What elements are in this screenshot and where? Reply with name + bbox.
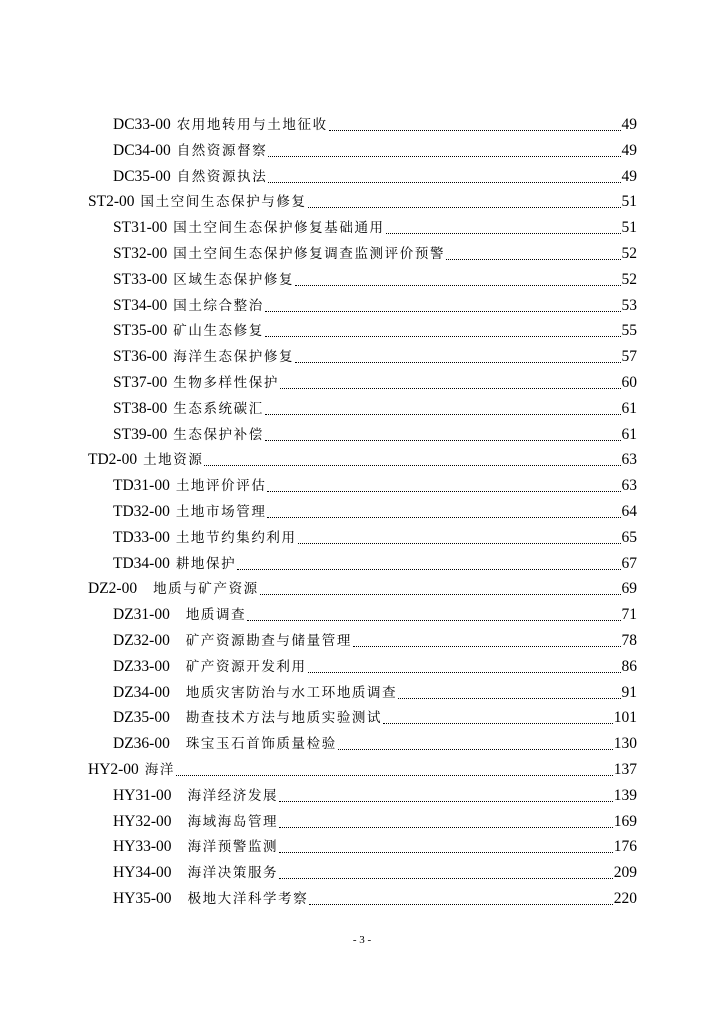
toc-dot-leader (398, 698, 620, 699)
toc-entry-code: HY35-00 (113, 890, 172, 907)
toc-entry[interactable] (113, 113, 637, 137)
toc-entry-title: 耕地保护 (175, 555, 237, 572)
toc-dot-leader (268, 156, 620, 157)
toc-entry-page: 130 (613, 735, 637, 753)
toc-entry-title: 生态保护补偿 (173, 426, 264, 443)
toc-entry-code: ST36-00 (113, 348, 168, 366)
toc-entry-code: ST33-00 (113, 270, 168, 288)
toc-entry-page: 220 (613, 890, 637, 907)
toc-entry-title: 国土空间生态保护与修复 (140, 194, 307, 211)
toc-entry-title: 海洋决策服务 (187, 865, 279, 882)
toc-entry[interactable] (113, 319, 637, 343)
toc-entry-title: 海洋经济发展 (187, 787, 279, 804)
toc-entry-page: 55 (621, 322, 637, 340)
toc-dot-leader (260, 594, 621, 595)
toc-entry-page: 169 (613, 812, 637, 830)
toc-entry[interactable] (113, 371, 637, 395)
toc-entry-page: 53 (621, 296, 637, 314)
toc-entry-page: 137 (613, 761, 637, 778)
toc-dot-leader (237, 569, 620, 570)
toc-entry-page: 69 (621, 580, 637, 598)
toc-dot-leader (267, 517, 620, 518)
toc-entry-title: 海洋预警监测 (187, 839, 279, 856)
toc-entry-page: 49 (621, 167, 637, 185)
toc-entry[interactable] (113, 397, 637, 421)
toc-entry-page: 52 (621, 270, 637, 288)
toc-dot-leader (295, 285, 620, 286)
toc-entry[interactable] (113, 835, 637, 859)
toc-entry-title: 生态系统碳汇 (173, 400, 264, 417)
toc-dot-leader (204, 465, 620, 466)
toc-entry-code: HY33-00 (113, 838, 172, 856)
toc-dot-leader (265, 336, 621, 337)
toc-entry-code: ST38-00 (113, 399, 168, 417)
toc-dot-leader (176, 775, 613, 776)
toc-entry-page: 78 (621, 632, 637, 649)
toc-entry-page: 63 (621, 477, 637, 495)
toc-section-entry[interactable] (88, 758, 637, 782)
toc-dot-leader (308, 672, 621, 673)
toc-dot-leader (309, 904, 612, 905)
toc-entry-code: ST34-00 (113, 296, 168, 314)
toc-entry-code: DC35-00 (113, 167, 171, 185)
toc-entry[interactable] (113, 423, 637, 447)
toc-dot-leader (353, 646, 621, 647)
toc-entry-title: 国土综合整治 (173, 297, 264, 314)
toc-dot-leader (265, 311, 621, 312)
toc-entry-code: HY31-00 (113, 786, 172, 804)
toc-entry[interactable] (113, 139, 637, 163)
toc-section-entry[interactable] (88, 448, 637, 472)
toc-entry-code: HY34-00 (113, 864, 172, 882)
toc-entry-title: 土地节约集约利用 (175, 529, 297, 546)
toc-entry[interactable] (113, 268, 637, 292)
toc-entry-page: 139 (613, 786, 637, 804)
toc-dot-leader (267, 491, 620, 492)
toc-dot-leader (298, 543, 621, 544)
toc-entry-page: 65 (621, 528, 637, 546)
toc-entry[interactable] (113, 655, 637, 679)
toc-entry-code: DZ2-00 (88, 580, 138, 598)
toc-entry-page: 51 (621, 193, 637, 211)
toc-entry-title: 国土空间生态保护修复调查监测评价预警 (173, 246, 446, 262)
toc-entry-code: ST35-00 (113, 322, 168, 340)
toc-entry-code: DZ34-00 (113, 683, 170, 701)
toc-entry-code: TD32-00 (113, 503, 170, 520)
toc-entry-page: 176 (613, 838, 637, 856)
toc-dot-leader (446, 259, 620, 260)
toc-entry[interactable] (113, 706, 637, 730)
toc-dot-leader (329, 130, 621, 131)
toc-entry-code: DZ36-00 (113, 735, 170, 753)
toc-entry[interactable] (113, 552, 637, 576)
toc-entry-title: 农用地转用与土地征收 (176, 117, 328, 133)
toc-entry-code: HY2-00 (88, 761, 139, 778)
toc-entry-page: 209 (613, 864, 637, 882)
toc-entry-title: 国土空间生态保护修复基础通用 (173, 220, 385, 237)
toc-dot-leader (279, 878, 613, 879)
toc-entry-page: 64 (621, 503, 637, 520)
toc-entry[interactable] (113, 629, 637, 653)
toc-dot-leader (308, 207, 621, 208)
toc-entry[interactable] (113, 500, 637, 524)
toc-entry-title: 自然资源执法 (176, 168, 268, 185)
toc-entry-code: TD33-00 (113, 528, 170, 546)
toc-entry-code: DZ33-00 (113, 657, 170, 675)
toc-entry[interactable] (113, 474, 637, 498)
toc-entry-page: 61 (621, 399, 637, 417)
toc-entry[interactable] (113, 345, 637, 369)
toc-section-entry[interactable] (88, 577, 637, 601)
toc-entry-title: 矿产资源勘查与储量管理 (185, 633, 352, 649)
toc-entry-title: 土地评价评估 (175, 478, 267, 495)
toc-entry-code: TD2-00 (88, 451, 138, 469)
toc-entry-page: 71 (621, 606, 637, 624)
toc-entry-page: 51 (621, 219, 637, 237)
toc-entry[interactable] (113, 603, 637, 627)
toc-entry-page: 49 (621, 141, 637, 159)
toc-entry-title: 生物多样性保护 (173, 375, 279, 391)
toc-entry-code: ST2-00 (88, 193, 135, 211)
toc-entry-code: TD31-00 (113, 477, 170, 495)
toc-dot-leader (279, 801, 613, 802)
toc-dot-leader (268, 182, 620, 183)
toc-entry[interactable] (113, 732, 637, 756)
toc-entry[interactable] (113, 294, 637, 318)
toc-entry[interactable] (113, 784, 637, 808)
toc-dot-leader (279, 852, 613, 853)
toc-entry[interactable] (113, 216, 637, 240)
toc-entry-title: 矿产资源开发利用 (185, 658, 307, 675)
toc-dot-leader (279, 827, 613, 828)
toc-entry[interactable] (113, 681, 637, 705)
toc-entry-page: 101 (613, 709, 637, 727)
toc-entry-title: 海域海岛管理 (187, 813, 279, 830)
toc-entry-title: 区域生态保护修复 (173, 271, 295, 288)
toc-entry-page: 57 (621, 348, 637, 366)
toc-entry-code: DZ32-00 (113, 632, 170, 649)
toc-entry-page: 60 (621, 374, 637, 391)
toc-entry-title: 自然资源督察 (176, 142, 268, 159)
toc-dot-leader (247, 620, 620, 621)
toc-entry-title: 土地资源 (143, 452, 204, 469)
toc-entry-page: 86 (621, 657, 637, 675)
toc-entry-code: DZ31-00 (113, 606, 170, 624)
toc-entry-title: 地质调查 (185, 607, 247, 624)
toc-entry-code: ST32-00 (113, 245, 168, 262)
toc-entry-code: ST39-00 (113, 425, 168, 443)
toc-entry-code: DZ35-00 (113, 709, 170, 727)
toc-dot-leader (338, 749, 613, 750)
toc-entry-page: 91 (621, 683, 637, 701)
toc-entry[interactable] (113, 526, 637, 550)
toc-dot-leader (295, 362, 620, 363)
toc-section-entry[interactable] (88, 190, 637, 214)
toc-entry-code: ST31-00 (113, 219, 168, 237)
toc-entry-code: HY32-00 (113, 812, 172, 830)
toc-entry-title: 珠宝玉石首饰质量检验 (185, 736, 337, 753)
toc-entry[interactable] (113, 810, 637, 834)
toc-entry[interactable] (113, 887, 637, 911)
toc-dot-leader (280, 388, 621, 389)
toc-entry-title: 极地大洋科学考察 (187, 891, 309, 907)
toc-entry-code: DC34-00 (113, 141, 171, 159)
toc-entry-title: 海洋 (144, 762, 176, 778)
toc-entry-title: 地质灾害防治与水工环地质调查 (185, 684, 398, 701)
toc-entry-title: 矿山生态修复 (173, 323, 264, 340)
toc-entry-code: TD34-00 (113, 554, 170, 572)
toc-entry[interactable] (113, 242, 637, 266)
toc-entry-title: 海洋生态保护修复 (173, 349, 295, 366)
toc-entry[interactable] (113, 861, 637, 885)
toc-dot-leader (265, 440, 621, 441)
toc-entry-code: ST37-00 (113, 374, 168, 391)
toc-entry-title: 土地市场管理 (175, 504, 267, 520)
toc-dot-leader (386, 233, 621, 234)
page-footer-number: - 3 - (352, 934, 372, 946)
toc-entry[interactable] (113, 165, 637, 189)
toc-entry-page: 67 (621, 554, 637, 572)
toc-dot-leader (265, 414, 621, 415)
toc-entry-code: DC33-00 (113, 116, 171, 133)
toc-entry-title: 勘查技术方法与地质实验测试 (185, 710, 383, 727)
toc-entry-page: 52 (621, 245, 637, 262)
toc-dot-leader (383, 723, 613, 724)
toc-entry-page: 49 (621, 116, 637, 133)
toc-entry-page: 63 (621, 451, 637, 469)
toc-entry-title: 地质与矿产资源 (153, 581, 259, 598)
toc-entry-page: 61 (621, 425, 637, 443)
